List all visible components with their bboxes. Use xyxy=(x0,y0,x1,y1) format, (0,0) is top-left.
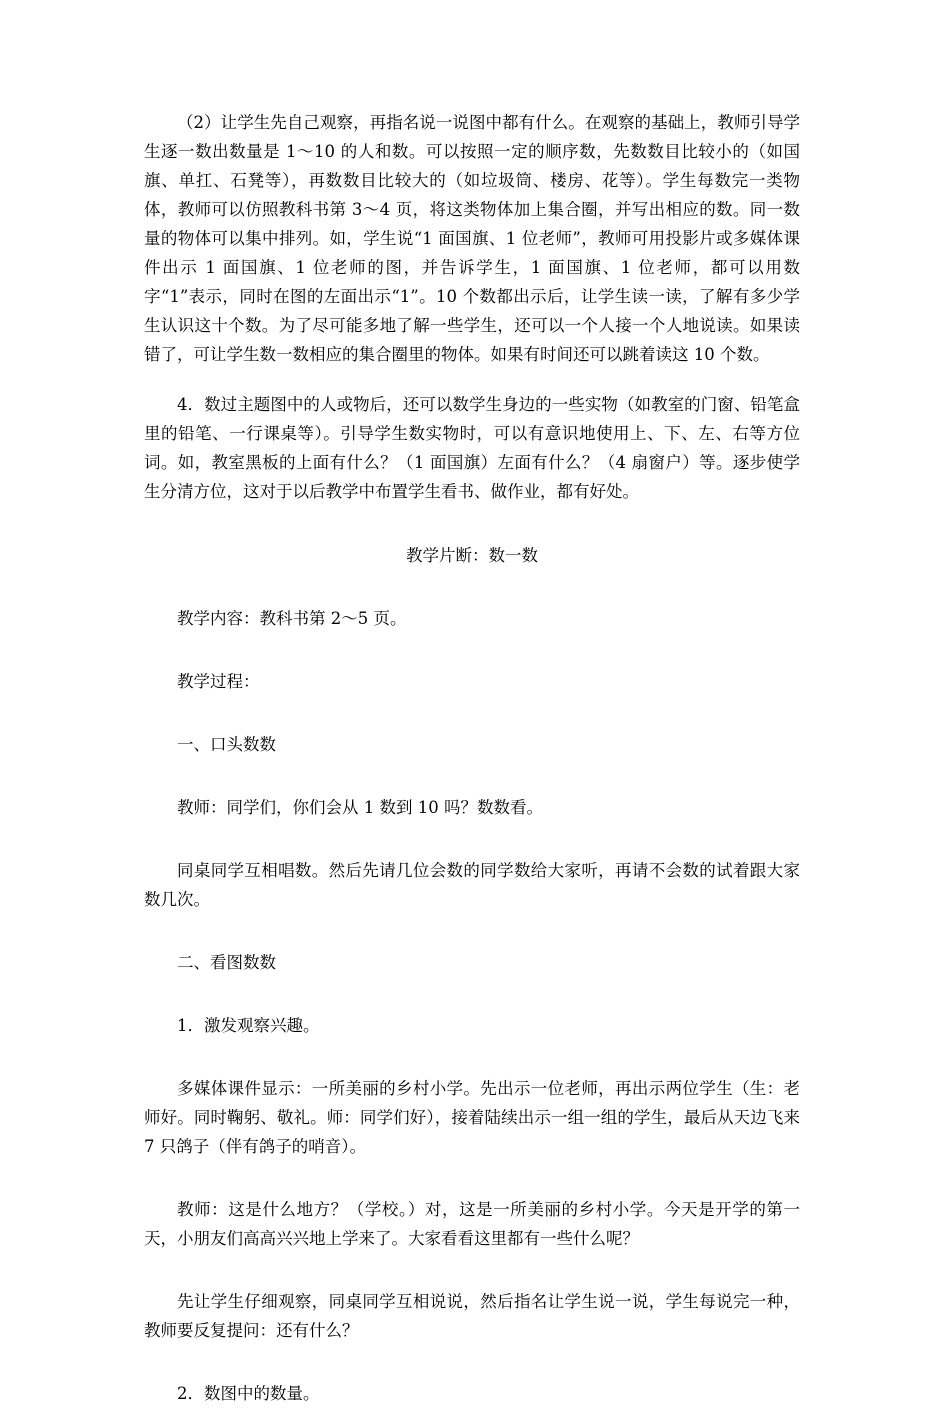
paragraph-teacher-dialogue: 教师：这是什么地方？（学校。）对，这是一所美丽的乡村小学。今天是开学的第一天，小朋友们高高兴兴地上学来了。大家看看这里都有一些什么呢？ xyxy=(144,1200,800,1248)
paragraph-multimedia: 多媒体课件显示：一所美丽的乡村小学。先出示一位老师，再出示两位学生（生：老师好。同时鞠躬、敬礼。师：同学们好），接着陆续出示一组一组的学生，最后从天边飞来 7 只鸽子（伴有鸽子的哨音）。 xyxy=(144,1079,800,1156)
paragraph-observe-and-count: （2）让学生先自己观察，再指名说一说图中都有什么。在观察的基础上，教师引导学生逐一数出数量是 1～10 的人和数。可以按照一定的顺序数，先数数目比较小的（如国旗、单扛、石凳等），再数数目比较大的（如垃圾筒、楼房、花等）。学生每数完一类物体，教师可以仿照教科书第 3～4 页，将这类物体加上集合圈，并写出相应的数。同一数量的物体可以集中排列。如，学生说“1 面国旗、1 位老师”，教师可用投影片或多媒体课件出示 1 面国旗、1 位老师的图，并告诉学生，1 面国旗、1 位老师，都可以用数字“1”表示，同时在图的左面出示“1”。10 个数都出示后，让学生读一读，了解有多少学生认识这十个数。为了尽可能多地了解一些学生，还可以一个人接一个人地说读。如果读错了，可让学生数一数相应的集合圈里的物体。如果有时间还可以跳着读这 10 个数。 xyxy=(144,113,800,364)
paragraph-count-real-objects: 4．数过主题图中的人或物后，还可以数学生身边的一些实物（如教室的门窗、铅笔盒里的铅笔、一行课桌等）。引导学生数实物时，可以有意识地使用上、下、左、右等方位词。如，教室黑板的上面有什么？（1 面国旗）左面有什么？（4 扇窗户）等。逐步使学生分清方位，这对于以后教学中布置学生看书、做作业，都有好处。 xyxy=(144,395,800,501)
teaching-content: 教学内容：教科书第 2～5 页。 xyxy=(177,609,407,628)
step-heading-picture-counting: 二、看图数数 xyxy=(177,953,276,972)
paragraph-pair-counting: 同桌同学互相唱数。然后先请几位会数的同学数给大家听，再请不会数的试着跟大家数几次。 xyxy=(144,861,800,909)
teacher-prompt: 教师：同学们，你们会从 1 数到 10 吗？数数看。 xyxy=(177,798,543,817)
section-heading: 教学片断：数一数 xyxy=(406,546,538,565)
sub-step-count-quantities: 2．数图中的数量。 xyxy=(177,1384,320,1403)
paragraph-observe-discuss: 先让学生仔细观察，同桌同学互相说说，然后指名让学生说一说，学生每说完一种，教师要反复提问：还有什么？ xyxy=(144,1292,800,1340)
sub-step-interest: 1．激发观察兴趣。 xyxy=(177,1016,320,1035)
teaching-process-label: 教学过程： xyxy=(177,672,260,691)
document-body xyxy=(144,108,800,1408)
step-heading-oral-counting: 一、口头数数 xyxy=(177,735,276,754)
